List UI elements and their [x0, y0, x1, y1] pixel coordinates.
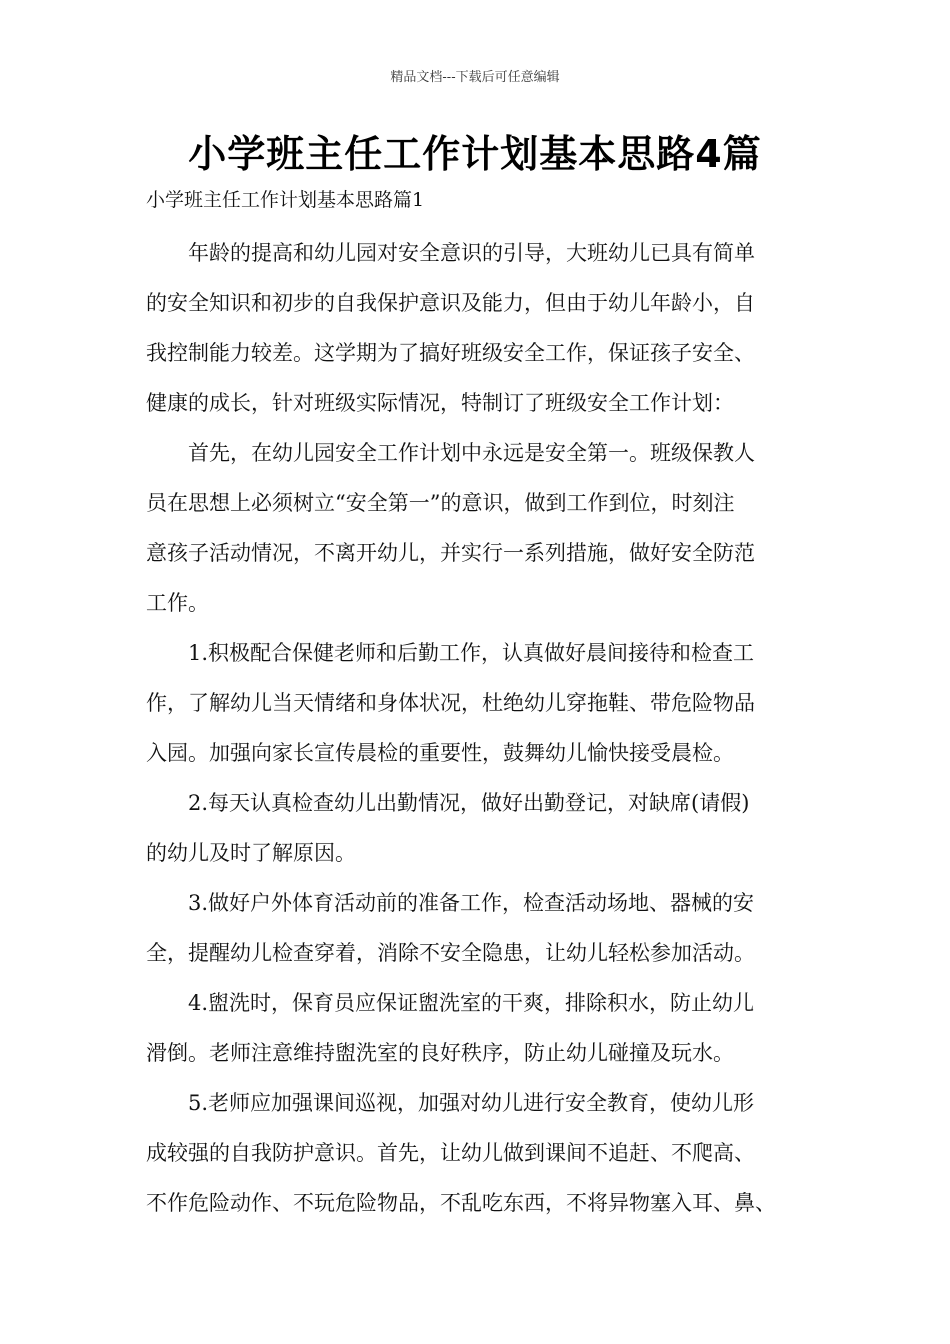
document-header-note: 精品文档---下载后可任意编辑: [390, 70, 560, 85]
paragraph-line: 意孩子活动情况，不离开幼儿，并实行一系列措施，做好安全防范: [146, 541, 755, 565]
paragraph-line: 2.每天认真检查幼儿出勤情况，做好出勤登记，对缺席(请假): [188, 791, 750, 815]
document-body: [146, 228, 806, 1228]
paragraph-line: 4.盥洗时，保育员应保证盥洗室的干爽，排除积水，防止幼儿: [188, 991, 755, 1015]
paragraph: [146, 228, 806, 428]
paragraph: [146, 878, 806, 978]
paragraph-line: 年龄的提高和幼儿园对安全意识的引导，大班幼儿已具有简单: [188, 241, 755, 265]
document-subtitle: 小学班主任工作计划基本思路篇1: [146, 189, 425, 211]
paragraph-line: 的幼儿及时了解原因。: [146, 841, 356, 865]
paragraph-line: 首先，在幼儿园安全工作计划中永远是安全第一。班级保教人: [188, 441, 755, 465]
paragraph: [146, 628, 806, 778]
paragraph: [146, 778, 806, 878]
paragraph: [146, 978, 806, 1078]
paragraph-line: 3.做好户外体育活动前的准备工作，检查活动场地、器械的安: [188, 891, 755, 915]
paragraph: [146, 1078, 806, 1228]
paragraph-line: 健康的成长，针对班级实际情况，特制订了班级安全工作计划：: [146, 391, 734, 415]
paragraph-line: 的安全知识和初步的自我保护意识及能力，但由于幼儿年龄小，自: [146, 291, 755, 315]
paragraph-line: 作，了解幼儿当天情绪和身体状况，杜绝幼儿穿拖鞋、带危险物品: [146, 691, 755, 715]
paragraph-line: 我控制能力较差。这学期为了搞好班级安全工作，保证孩子安全、: [146, 341, 755, 365]
paragraph-line: 全，提醒幼儿检查穿着，消除不安全隐患，让幼儿轻松参加活动。: [146, 941, 755, 965]
paragraph-line: 5.老师应加强课间巡视，加强对幼儿进行安全教育，使幼儿形: [188, 1091, 755, 1115]
paragraph-line: 不作危险动作、不玩危险物品，不乱吃东西，不将异物塞入耳、鼻、: [146, 1191, 776, 1215]
paragraph-line: 成较强的自我防护意识。首先，让幼儿做到课间不追赶、不爬高、: [146, 1141, 755, 1165]
paragraph-line: 员在思想上必须树立“安全第一”的意识，做到工作到位，时刻注: [146, 491, 735, 515]
paragraph-line: 1.积极配合保健老师和后勤工作，认真做好晨间接待和检查工: [188, 641, 755, 665]
paragraph-line: 滑倒。老师注意维持盥洗室的良好秩序，防止幼儿碰撞及玩水。: [146, 1041, 734, 1065]
paragraph-line: 入园。加强向家长宣传晨检的重要性，鼓舞幼儿愉快接受晨检。: [146, 741, 734, 765]
document-title: 小学班主任工作计划基本思路4篇: [188, 132, 762, 176]
paragraph: [146, 428, 806, 628]
paragraph-line: 工作。: [146, 591, 209, 615]
